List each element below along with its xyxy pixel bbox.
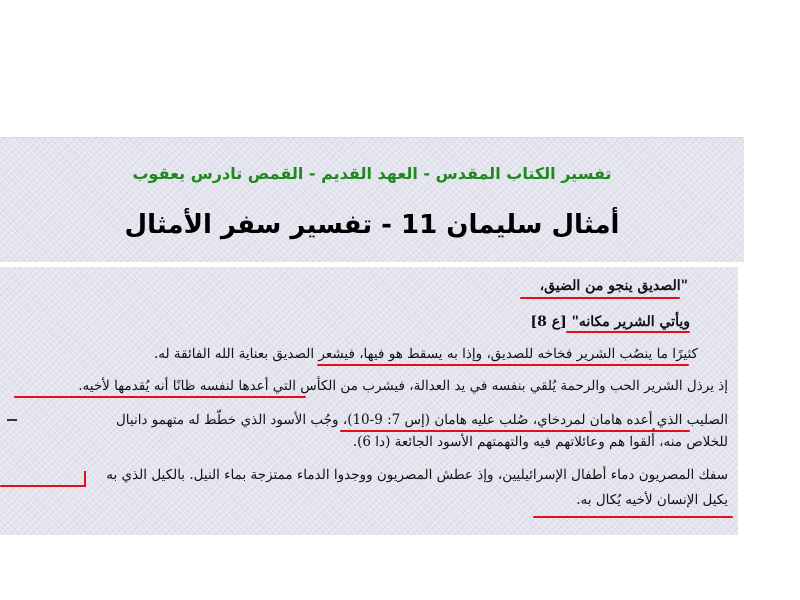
red-underline [566, 331, 690, 333]
commentary-line-3: الصليب الذي أعده هامان لمردخاي، صُلب عليه هامان (إس 7: 9-10)، وجُب الأسود الذي خطّط له متهمو دانيال [116, 412, 728, 428]
red-underline [0, 485, 86, 487]
commentary-line-4: للخلاص منه، أُلقوا هم وعائلاتهم فيه والتهمتهم الأسود الجائعة (دا 6). [352, 434, 728, 450]
commentary-line-2: إذ يرذل الشرير الحب والرحمة يُلقي بنفسه في يد العدالة، فيشرب من الكأس التي أعدها لنفسه ظانًا أنه يُقدمها لأخيه. [78, 378, 728, 394]
red-underline [14, 396, 306, 398]
verse-line-1: "الصديق ينجو من الضيق، [539, 278, 688, 294]
red-underline [520, 297, 680, 299]
series-title[interactable]: تفسير الكتاب المقدس - العهد القديم - القمص تادرس يعقوب [132, 164, 612, 183]
header-panel [0, 137, 744, 264]
red-underline [340, 430, 690, 432]
red-underline [533, 516, 733, 518]
commentary-panel [0, 267, 738, 535]
commentary-line-6: يكيل الإنسان لأخيه يُكال به. [576, 492, 728, 508]
commentary-line-1: كثيرًا ما ينصُب الشرير فخاخه للصديق، وإذا به يسقط هو فيها، فيشعر الصديق بعناية الله الفائقة له. [153, 346, 698, 362]
page-heading: أمثال سليمان 11 - تفسير سفر الأمثال [124, 210, 620, 240]
red-bracket [84, 471, 86, 487]
commentary-line-5: سفك المصريون دماء أطفال الإسرائيليين، وإذ عطش المصريون ووجدوا الدماء ممتزجة بماء النيل. بالكيل الذي به [106, 467, 728, 483]
dash-mark [7, 419, 17, 421]
verse-line-2: ويأتي الشرير مكانه" [ع 8] [530, 314, 690, 330]
red-underline [317, 364, 689, 366]
